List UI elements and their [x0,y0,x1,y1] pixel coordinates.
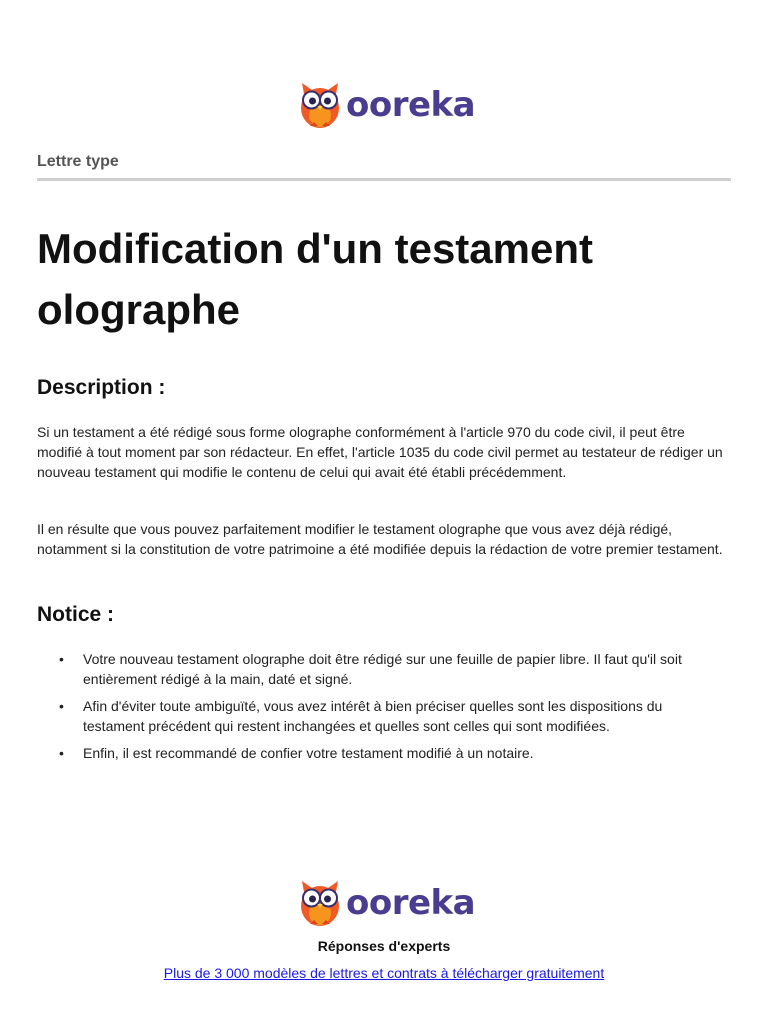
list-item-text: Votre nouveau testament olographe doit être rédigé sur une feuille de papier libre. Il faut qu'il soit entièrement rédigé à la main, daté et signé. [83,651,682,687]
document-type-label: Lettre type [37,153,119,170]
owl-icon [298,80,342,130]
notice-heading: Notice : [37,603,115,626]
logo-wordmark: ooreka [346,85,476,125]
footer-tagline: Réponses d'experts [317,938,451,954]
list-item [37,743,727,763]
list-item [37,649,727,689]
templates-link[interactable]: Plus de 3 000 modèles de lettres et contrats à télécharger gratuitement [163,965,605,981]
ooreka-logo-header [298,80,475,130]
ooreka-logo-footer [298,878,475,928]
owl-icon [298,878,342,928]
list-item-text: Enfin, il est recommandé de confier votre testament modifié à un notaire. [83,745,534,761]
bullet-icon: • [59,745,64,761]
logo-wordmark: ooreka [346,883,476,923]
description-heading: Description : [37,376,166,399]
bullet-icon: • [59,651,64,667]
list-item [37,696,727,736]
description-paragraph-1: Si un testament a été rédigé sous forme olographe conformément à l'article 970 du code civil, il peut être modifié à tout moment par son rédacteur. En effet, l'article 1035 du code civil permet au testateur de rédiger un nouveau testament qui modifie le contenu de celui qui avait été établi précédemment. [37,424,723,480]
footer-link-container [0,965,768,981]
bullet-icon: • [59,698,64,714]
list-item-text: Afin d'éviter toute ambiguïté, vous avez intérêt à bien préciser quelles sont les dispositions du testament précédent qui restent inchangées et quelles sont celles qui sont modifiées. [83,698,663,734]
header-divider [37,178,731,181]
notice-list [37,649,727,770]
page-title: Modification d'un testament olographe [37,225,593,333]
description-paragraph-2: Il en résulte que vous pouvez parfaitement modifier le testament olographe que vous avez déjà rédigé, notamment si la constitution de votre patrimoine a été modifiée depuis la rédaction de votre premier testament. [37,521,723,557]
